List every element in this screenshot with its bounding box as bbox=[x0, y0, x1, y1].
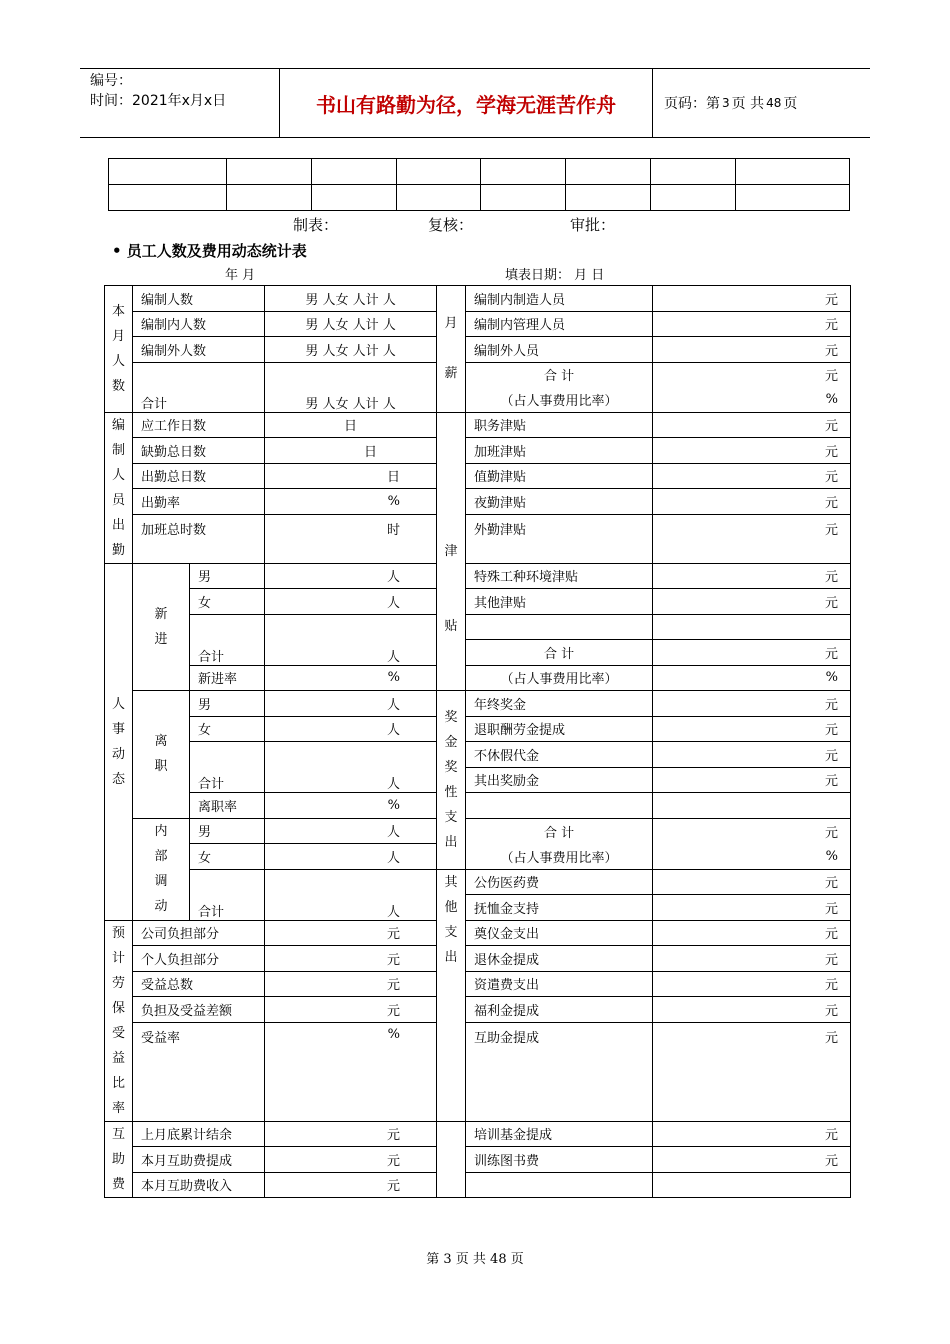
label-training-fund: 培训基金提成 bbox=[466, 1121, 653, 1147]
header-meta bbox=[80, 69, 280, 137]
unit-yuan: 元 bbox=[265, 946, 437, 972]
unit-hour: 时 bbox=[265, 514, 437, 563]
value-total: 男 人女 人计 人 bbox=[265, 362, 437, 412]
label-shift-allow: 值勤津贴 bbox=[466, 463, 653, 489]
unit-yuan: 元 bbox=[653, 869, 851, 895]
label-male: 男 bbox=[190, 818, 265, 844]
label-pension-support: 抚恤金支持 bbox=[466, 895, 653, 921]
empty-cell bbox=[653, 1172, 851, 1198]
unit-yuan: 元 bbox=[653, 818, 851, 844]
label-total: 合计 bbox=[190, 614, 265, 665]
label-out-staff-pay: 编制外人员 bbox=[466, 337, 653, 363]
value-in-staff: 男 人女 人计 人 bbox=[265, 311, 437, 337]
section-dynamics: 人 事 动 态 bbox=[105, 563, 133, 920]
motto: 书山有路勤为径，学海无涯苦作舟 bbox=[280, 69, 653, 137]
unit-yuan: 元 bbox=[653, 563, 851, 589]
label-other-allow: 其他津贴 bbox=[466, 589, 653, 615]
unit-yuan: 元 bbox=[653, 337, 851, 363]
section-other: 其 他 支 出 bbox=[437, 869, 466, 1121]
unit-person: 人 bbox=[265, 742, 437, 793]
unit-person: 人 bbox=[265, 844, 437, 870]
label-extra-allow: 加班津贴 bbox=[466, 438, 653, 464]
label-sum: 合 计 bbox=[466, 818, 653, 844]
page-mid: 页 共 bbox=[731, 96, 765, 112]
label-female: 女 bbox=[190, 716, 265, 742]
label-year-bonus: 年终奖金 bbox=[466, 691, 653, 717]
unit-pct: % bbox=[653, 665, 851, 691]
label-mutual-income: 本月互助费收入 bbox=[133, 1172, 265, 1198]
unit-yuan: 元 bbox=[653, 691, 851, 717]
unit-yuan: 元 bbox=[653, 920, 851, 946]
page-num: 3 bbox=[722, 96, 730, 110]
unit-person: 人 bbox=[265, 563, 437, 589]
unit-day: 日 bbox=[265, 463, 437, 489]
label-out-staff: 编制外人数 bbox=[133, 337, 265, 363]
page-footer: 第 3 页 共 48 页 bbox=[426, 1252, 524, 1267]
label-absent-days: 缺勤总日数 bbox=[133, 438, 265, 464]
label-total: 合计 bbox=[190, 869, 265, 920]
unit-person: 人 bbox=[265, 589, 437, 615]
label-burden-diff: 负担及受益差额 bbox=[133, 997, 265, 1023]
label-attend-days: 出勤总日数 bbox=[133, 463, 265, 489]
unit-yuan: 元 bbox=[653, 640, 851, 666]
section-allowance: 津 贴 bbox=[437, 412, 466, 691]
label-mutual-fund: 互助金提成 bbox=[466, 1022, 653, 1121]
label-in-staff: 编制内人数 bbox=[133, 311, 265, 337]
label-staff-count: 编制人数 bbox=[133, 286, 265, 312]
unit-yuan: 元 bbox=[653, 716, 851, 742]
unit-pct: % bbox=[653, 387, 851, 412]
unit-pct: % bbox=[653, 844, 851, 870]
label-male: 男 bbox=[190, 563, 265, 589]
unit-yuan: 元 bbox=[653, 1121, 851, 1147]
make-label: 制表： bbox=[293, 216, 339, 234]
unit-person: 人 bbox=[265, 691, 437, 717]
label-injury-med: 公伤医药费 bbox=[466, 869, 653, 895]
label-night-allow: 夜勤津贴 bbox=[466, 489, 653, 515]
label-mutual-draw: 本月互助费提成 bbox=[133, 1147, 265, 1173]
label-male: 男 bbox=[190, 691, 265, 717]
label-other-bonus: 其出奖励金 bbox=[466, 767, 653, 793]
stats-table bbox=[104, 285, 851, 1198]
label-personal-part: 个人负担部分 bbox=[133, 946, 265, 972]
unit-yuan: 元 bbox=[653, 971, 851, 997]
approve-label: 审批： bbox=[570, 216, 616, 234]
unit-yuan: 元 bbox=[653, 514, 851, 563]
unit-pct: % bbox=[265, 793, 437, 819]
empty-cell bbox=[437, 1121, 466, 1198]
label-ratio: （占人事费用比率） bbox=[466, 387, 653, 412]
unit-yuan: 元 bbox=[653, 946, 851, 972]
unit-yuan: 元 bbox=[653, 412, 851, 438]
page-prefix: 页码：第 bbox=[664, 96, 720, 112]
label-ratio: （占人事费用比率） bbox=[466, 665, 653, 691]
unit-yuan: 元 bbox=[653, 589, 851, 615]
unit-yuan: 元 bbox=[653, 742, 851, 768]
label-no-leave: 不休假代金 bbox=[466, 742, 653, 768]
section-month-count: 本 月 人 数 bbox=[105, 286, 133, 413]
section-attendance: 编 制 人 员 出 勤 bbox=[105, 412, 133, 563]
label-severance: 资遣费支出 bbox=[466, 971, 653, 997]
unit-day: 日 bbox=[265, 412, 437, 438]
page-header bbox=[80, 68, 870, 138]
unit-yuan: 元 bbox=[653, 311, 851, 337]
label-new-rate: 新进率 bbox=[190, 665, 265, 691]
section-bonus: 奖 金 奖 性 支 出 bbox=[437, 691, 466, 870]
section-mutual: 互 助 费 bbox=[105, 1121, 133, 1198]
unit-yuan: 元 bbox=[653, 286, 851, 312]
section-insurance: 预 计 劳 保 受 益 比 率 bbox=[105, 920, 133, 1121]
value-out-staff: 男 人女 人计 人 bbox=[265, 337, 437, 363]
empty-cell bbox=[653, 614, 851, 640]
label-duty-allow: 职务津贴 bbox=[466, 412, 653, 438]
label-total: 合计 bbox=[133, 362, 265, 412]
label-mgmt-staff: 编制内管理人员 bbox=[466, 311, 653, 337]
page-total: 48 bbox=[766, 96, 782, 110]
table-title: • 员工人数及费用动态统计表 bbox=[112, 242, 307, 260]
label-welfare: 福利金提成 bbox=[466, 997, 653, 1023]
unit-yuan: 元 bbox=[653, 767, 851, 793]
label-work-days: 应工作日数 bbox=[133, 412, 265, 438]
section-leave: 离 职 bbox=[133, 691, 190, 819]
unit-yuan: 元 bbox=[265, 1121, 437, 1147]
fill-date: 填表日期： 月 日 bbox=[505, 268, 605, 283]
label-female: 女 bbox=[190, 844, 265, 870]
label-ratio: （占人事费用比率） bbox=[466, 844, 653, 870]
unit-yuan: 元 bbox=[653, 438, 851, 464]
number-label: 编号： bbox=[90, 73, 132, 89]
label-books: 训练图书费 bbox=[466, 1147, 653, 1173]
unit-person: 人 bbox=[265, 818, 437, 844]
label-funeral: 奠仪金支出 bbox=[466, 920, 653, 946]
section-month-pay: 月 薪 bbox=[437, 286, 466, 413]
label-attend-rate: 出勤率 bbox=[133, 489, 265, 515]
page-indicator bbox=[652, 69, 870, 137]
label-ot-hours: 加班总时数 bbox=[133, 514, 265, 563]
unit-pct: % bbox=[265, 489, 437, 515]
review-label: 复核： bbox=[428, 216, 474, 234]
section-internal: 内 部 调 动 bbox=[133, 818, 190, 920]
unit-yuan: 元 bbox=[653, 895, 851, 921]
label-field-allow: 外勤津贴 bbox=[466, 514, 653, 563]
unit-yuan: 元 bbox=[653, 463, 851, 489]
unit-day: 日 bbox=[265, 438, 437, 464]
unit-yuan: 元 bbox=[265, 971, 437, 997]
unit-yuan: 元 bbox=[265, 1172, 437, 1198]
unit-yuan: 元 bbox=[265, 1147, 437, 1173]
unit-yuan: 元 bbox=[265, 997, 437, 1023]
empty-cell bbox=[466, 793, 653, 819]
unit-person: 人 bbox=[265, 716, 437, 742]
empty-cell bbox=[466, 614, 653, 640]
label-mfg-staff: 编制内制造人员 bbox=[466, 286, 653, 312]
blank-grid bbox=[108, 158, 850, 211]
empty-cell bbox=[653, 793, 851, 819]
label-total: 合计 bbox=[190, 742, 265, 793]
label-company-part: 公司负担部分 bbox=[133, 920, 265, 946]
label-retire-pay: 退职酬劳金提成 bbox=[466, 716, 653, 742]
label-benefit-rate: 受益率 bbox=[133, 1022, 265, 1121]
label-benefit-total: 受益总数 bbox=[133, 971, 265, 997]
page-suffix: 页 bbox=[783, 96, 798, 112]
section-new: 新 进 bbox=[133, 563, 190, 691]
label-retire-fund: 退休金提成 bbox=[466, 946, 653, 972]
unit-pct: % bbox=[265, 1022, 437, 1121]
unit-yuan: 元 bbox=[653, 1147, 851, 1173]
label-female: 女 bbox=[190, 589, 265, 615]
time-label: 时间：2021年x月x日 bbox=[90, 93, 227, 109]
unit-yuan: 元 bbox=[653, 1022, 851, 1121]
year-month: 年 月 bbox=[225, 268, 256, 283]
label-sum: 合 计 bbox=[466, 640, 653, 666]
unit-person: 人 bbox=[265, 614, 437, 665]
label-leave-rate: 离职率 bbox=[190, 793, 265, 819]
label-special-allow: 特殊工种环境津贴 bbox=[466, 563, 653, 589]
unit-yuan: 元 bbox=[653, 997, 851, 1023]
label-last-balance: 上月底累计结余 bbox=[133, 1121, 265, 1147]
unit-yuan: 元 bbox=[653, 489, 851, 515]
unit-yuan: 元 bbox=[653, 362, 851, 387]
unit-person: 人 bbox=[265, 869, 437, 920]
value-staff-count: 男 人女 人计 人 bbox=[265, 286, 437, 312]
unit-pct: % bbox=[265, 665, 437, 691]
empty-cell bbox=[466, 1172, 653, 1198]
label-sum: 合 计 bbox=[466, 362, 653, 387]
unit-yuan: 元 bbox=[265, 920, 437, 946]
